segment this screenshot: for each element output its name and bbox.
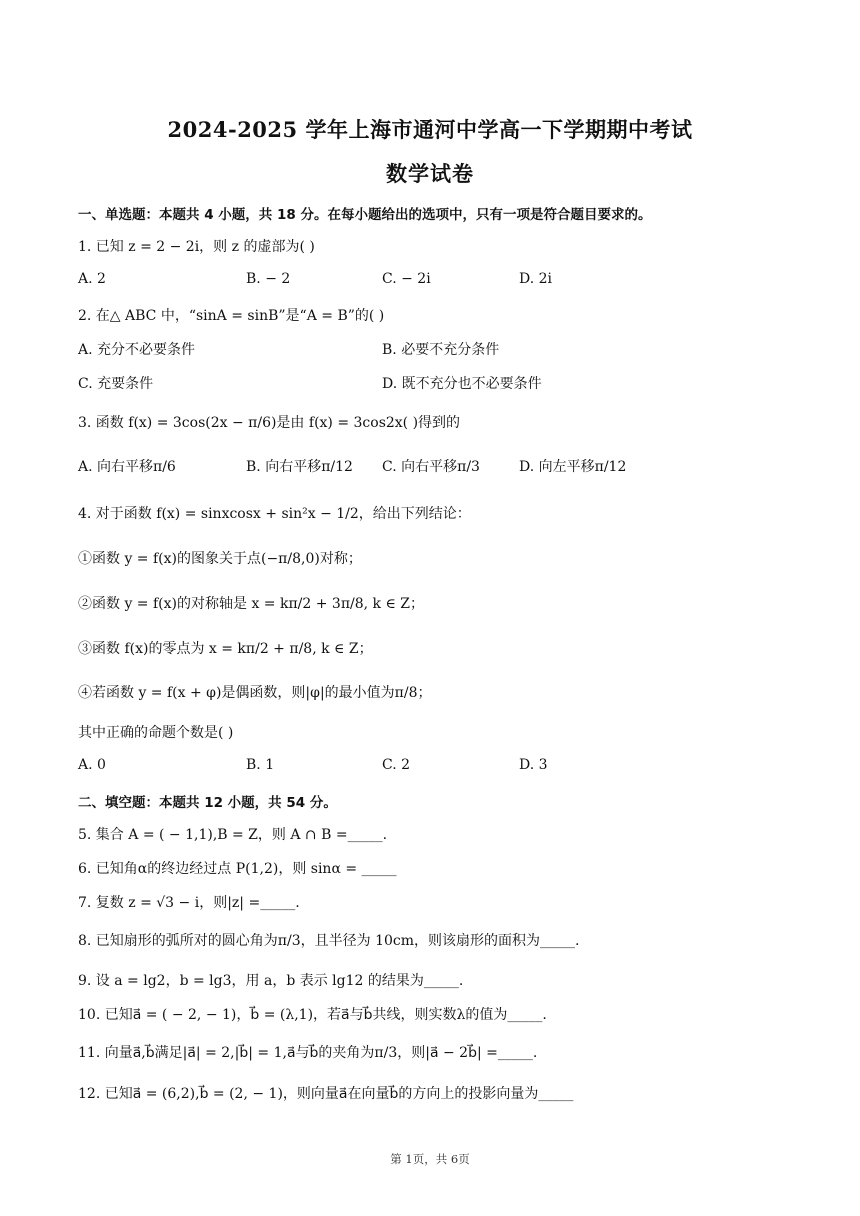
q4-option-a: A. 0 <box>78 757 106 773</box>
q2-option-b: B. 必要不充分条件 <box>382 342 500 358</box>
q3-option-a: A. 向右平移π/6 <box>78 459 176 475</box>
q4-option-b: B. 1 <box>246 757 275 773</box>
q1-stem: 1. 已知 z = 2 − 2i，则 z 的虚部为( ) <box>78 239 315 255</box>
fill-question-8: 8. 已知扇形的弧所对的圆心角为π/3，且半径为 10cm，则该扇形的面积为_____. <box>78 933 580 949</box>
fill-question-10: 10. 已知a⃗ = ( − 2, − 1)，b⃗ = (λ,1)，若a⃗与b⃗共线，则实数λ的值为_____. <box>78 1007 547 1023</box>
q4-item-1: ①函数 y = f(x)的图象关于点(−π/8,0)对称； <box>78 551 362 567</box>
fill-question-12: 12. 已知a⃗ = (6,2),b⃗ = (2, − 1)，则向量a⃗在向量b⃗的方向上的投影向量为_____ <box>78 1086 574 1102</box>
q2-option-a: A. 充分不必要条件 <box>78 342 196 358</box>
q4-item-4: ④若函数 y = f(x + φ)是偶函数，则|φ|的最小值为π/8； <box>78 685 432 701</box>
fill-question-5: 5. 集合 A = ( − 1,1),B = Z，则 A ∩ B =_____. <box>78 827 388 843</box>
fill-question-11: 11. 向量a⃗,b⃗满足|a⃗| = 2,|b⃗| = 1,a⃗与b⃗的夹角为π/3，则|a⃗ − 2b⃗| =_____. <box>78 1045 538 1061</box>
q3-option-b: B. 向右平移π/12 <box>246 459 353 475</box>
page-footer: 第 1页，共 6页 <box>390 1152 470 1166</box>
section2-heading: 二、填空题：本题共 12 小题，共 54 分。 <box>78 795 337 811</box>
exam-subtitle: 数学试卷 <box>386 161 474 186</box>
q1-option-d: D. 2i <box>519 271 553 287</box>
q4-item-2: ②函数 y = f(x)的对称轴是 x = kπ/2 + 3π/8, k ∈ Z； <box>78 596 425 612</box>
section1-heading: 一、单选题：本题共 4 小题，共 18 分。在每小题给出的选项中，只有一项是符合题目要求的。 <box>78 207 652 223</box>
fill-question-9: 9. 设 a = lg2，b = lg3，用 a，b 表示 lg12 的结果为_____. <box>78 973 464 989</box>
fill-question-7: 7. 复数 z = √3 − i，则|z| =_____. <box>78 895 300 911</box>
q3-stem: 3. 函数 f(x) = 3cos(2x − π/6)是由 f(x) = 3cos2x( )得到的 <box>78 415 461 431</box>
q4-item-3: ③函数 f(x)的零点为 x = kπ/2 + π/8, k ∈ Z； <box>78 641 373 657</box>
q1-option-c: C. − 2i <box>382 271 431 287</box>
q4-stem: 4. 对于函数 f(x) = sinxcosx + sin²x − 1/2，给出下列结论： <box>78 506 471 522</box>
fill-question-6: 6. 已知角α的终边经过点 P(1,2)，则 sinα = _____ <box>78 861 397 877</box>
q3-option-c: C. 向右平移π/3 <box>382 459 480 475</box>
exam-title: 2024-2025 学年上海市通河中学高一下学期期中考试 <box>167 117 693 142</box>
q2-option-c: C. 充要条件 <box>78 376 154 392</box>
q4-option-d: D. 3 <box>519 757 548 773</box>
q4-option-c: C. 2 <box>382 757 411 773</box>
q2-stem: 2. 在△ ABC 中，“sinA = sinB”是“A = B”的( ) <box>78 308 385 324</box>
q3-option-d: D. 向左平移π/12 <box>519 459 627 475</box>
q4-conclusion: 其中正确的命题个数是( ) <box>78 725 234 741</box>
q1-option-a: A. 2 <box>78 271 106 287</box>
q2-option-d: D. 既不充分也不必要条件 <box>382 376 542 392</box>
q1-option-b: B. − 2 <box>246 271 291 287</box>
